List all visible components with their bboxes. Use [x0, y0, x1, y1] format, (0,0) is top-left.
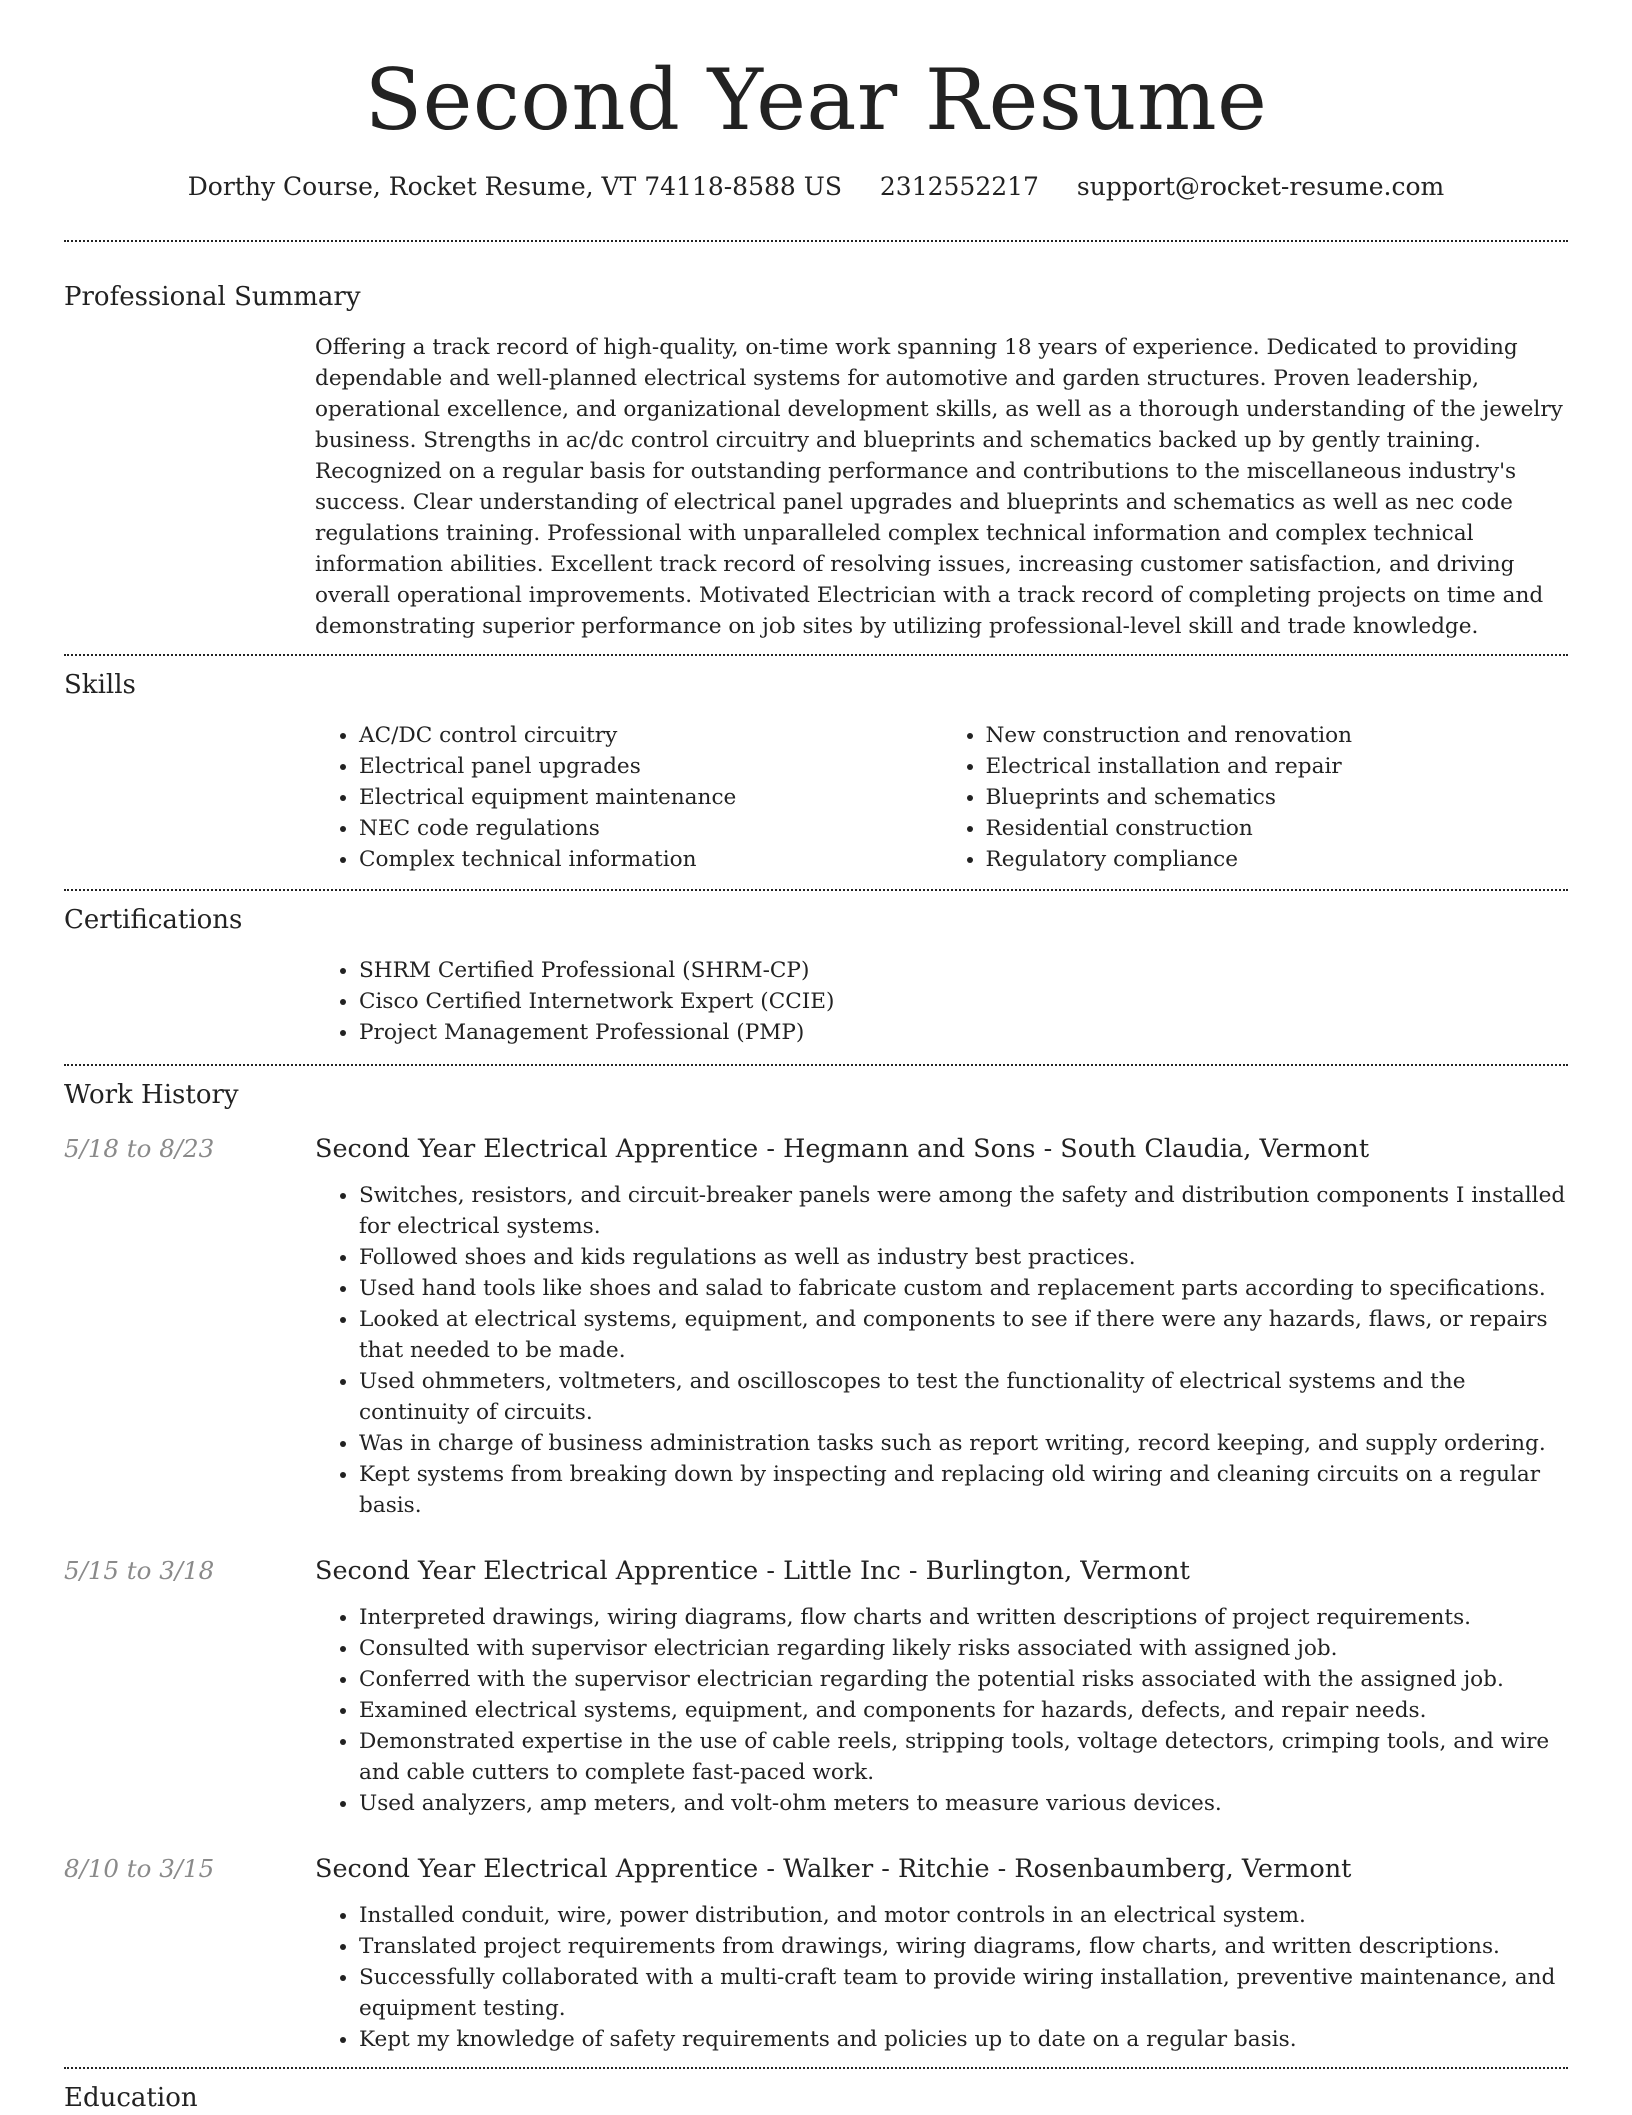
job-bullet: • Examined electrical systems, equipment, and components for hazards, defects, and repair needs. — [359, 1695, 1568, 1726]
skill-item: • Electrical installation and repair — [986, 751, 1569, 782]
skill-item: • Complex technical information — [359, 844, 942, 875]
job-bullet: • Used analyzers, amp meters, and volt-ohm meters to measure various devices. — [359, 1788, 1568, 1819]
education-section — [64, 2069, 1568, 2115]
job-bullet: • Used ohmmeters, voltmeters, and oscilloscopes to test the functionality of electrical systems and the continuity of circuits. — [359, 1366, 1568, 1428]
job-bullets — [315, 1602, 1568, 1819]
job-bullet: • Installed conduit, wire, power distribution, and motor controls in an electrical system. — [359, 1900, 1568, 1931]
job-bullet: • Followed shoes and kids regulations as well as industry best practices. — [359, 1242, 1568, 1273]
certifications-section — [64, 891, 1568, 1048]
skill-item: • Regulatory compliance — [986, 844, 1569, 875]
job-bullet: • Interpreted drawings, wiring diagrams, flow charts and written descriptions of project requirements. — [359, 1602, 1568, 1633]
contact-address: Dorthy Course, Rocket Resume, VT 74118-8588 US — [187, 172, 842, 201]
job-bullet: • Conferred with the supervisor electrician regarding the potential risks associated with the assigned job. — [359, 1664, 1568, 1695]
skills-list-left — [315, 720, 942, 875]
work-history-section — [64, 1066, 1568, 2055]
certification-item: • Cisco Certified Internetwork Expert (CCIE) — [359, 986, 1568, 1017]
skill-item: • Electrical panel upgrades — [359, 751, 942, 782]
skills-heading: Skills — [64, 670, 136, 700]
job-entry — [64, 1554, 1568, 1819]
job-dates: 5/18 to 8/23 — [64, 1134, 215, 1163]
job-bullet: • Was in charge of business administration tasks such as report writing, record keeping, and supply ordering. — [359, 1428, 1568, 1459]
skill-item: • Residential construction — [986, 813, 1569, 844]
job-entry — [64, 1132, 1568, 1521]
summary-section — [64, 242, 1568, 642]
job-dates: 5/15 to 3/18 — [64, 1556, 215, 1585]
job-bullet: • Consulted with supervisor electrician regarding likely risks associated with assigned job. — [359, 1633, 1568, 1664]
summary-text: Offering a track record of high-quality, on-time work spanning 18 years of experience. Dedicated to providing dependable and well-planned electrical systems for automotive and garden structures. Proven leadership, operational excellence, and organizational development skills, as well as a thorough understanding of the jewelry business. Strengths in ac/dc control circuitry and blueprints and schematics backed up by gently training. Recognized on a regular basis for outstanding performance and contributions to the miscellaneous industry's success. Clear understanding of electrical panel upgrades and blueprints and schematics as well as nec code regulations training. Professional with unparalleled complex technical information and complex technical information abilities. Excellent track record of resolving issues, increasing customer satisfaction, and driving overall operational improvements. Motivated Electrician with a track record of completing projects on time and demonstrating superior performance on job sites by utilizing professional-level skill and trade knowledge. — [315, 335, 1563, 639]
contact-email: support@rocket-resume.com — [1076, 172, 1445, 201]
job-bullet: • Looked at electrical systems, equipment, and components to see if there were any hazards, flaws, or repairs that needed to be made. — [359, 1304, 1568, 1366]
job-bullet: • Demonstrated expertise in the use of cable reels, stripping tools, voltage detectors, crimping tools, and wire and cable cutters to complete fast-paced work. — [359, 1726, 1568, 1788]
skill-item: • New construction and renovation — [986, 720, 1569, 751]
job-bullet: • Used hand tools like shoes and salad to fabricate custom and replacement parts according to specifications. — [359, 1273, 1568, 1304]
certification-item: • Project Management Professional (PMP) — [359, 1017, 1568, 1048]
contact-phone: 2312552217 — [879, 172, 1039, 201]
job-bullets — [315, 1900, 1568, 2055]
skills-list-right — [942, 720, 1569, 875]
job-bullet: • Switches, resistors, and circuit-breaker panels were among the safety and distribution components I installed for electrical systems. — [359, 1180, 1568, 1242]
job-bullets — [315, 1180, 1568, 1521]
work-history-heading: Work History — [64, 1080, 239, 1110]
certification-item: • SHRM Certified Professional (SHRM-CP) — [359, 955, 1568, 986]
resume-title: Second Year Resume — [364, 51, 1268, 149]
skill-item: • AC/DC control circuitry — [359, 720, 942, 751]
education-heading: Education — [64, 2083, 198, 2113]
skill-item: • NEC code regulations — [359, 813, 942, 844]
job-title: Second Year Electrical Apprentice - Hegmann and Sons - South Claudia, Vermont — [315, 1134, 1370, 1164]
summary-heading: Professional Summary — [64, 282, 361, 312]
skill-item: • Electrical equipment maintenance — [359, 782, 942, 813]
job-title: Second Year Electrical Apprentice - Little Inc - Burlington, Vermont — [315, 1556, 1190, 1586]
job-bullet: • Kept my knowledge of safety requirements and policies up to date on a regular basis. — [359, 2024, 1568, 2055]
skills-section — [64, 656, 1568, 875]
certifications-heading: Certifications — [64, 905, 243, 935]
job-bullet: • Kept systems from breaking down by inspecting and replacing old wiring and cleaning circuits on a regular basis. — [359, 1459, 1568, 1521]
job-title: Second Year Electrical Apprentice - Walker - Ritchie - Rosenbaumberg, Vermont — [315, 1854, 1352, 1884]
certifications-list — [315, 955, 1568, 1048]
job-bullet: • Successfully collaborated with a multi-craft team to provide wiring installation, preventive maintenance, and equipment testing. — [359, 1962, 1568, 2024]
job-entry — [64, 1852, 1568, 2055]
contact-line — [0, 170, 1632, 204]
job-dates: 8/10 to 3/15 — [64, 1854, 215, 1883]
job-bullet: • Translated project requirements from drawings, wiring diagrams, flow charts, and written descriptions. — [359, 1931, 1568, 1962]
skill-item: • Blueprints and schematics — [986, 782, 1569, 813]
